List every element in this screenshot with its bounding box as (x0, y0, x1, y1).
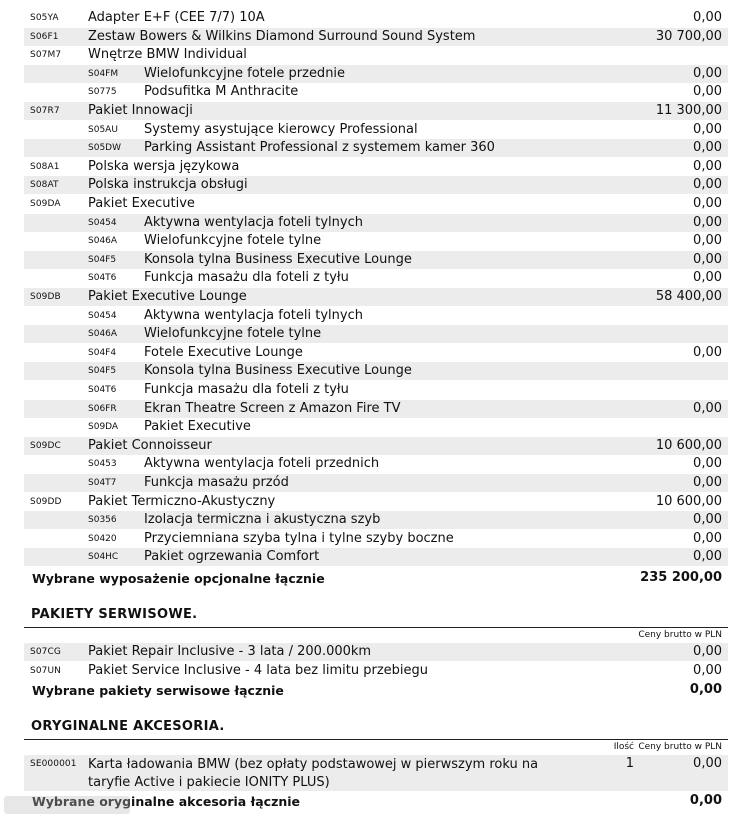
option-price: 0,00 (693, 84, 722, 100)
sub-option-row (24, 381, 728, 399)
option-description: Pakiet Executive (144, 419, 251, 435)
option-description: Pakiet Executive Lounge (88, 289, 247, 304)
accessories-section-title: ORYGINALNE AKCESORIA. (31, 719, 225, 734)
sub-option-row (24, 511, 728, 529)
option-code: S05DW (88, 143, 121, 154)
option-row (24, 9, 728, 27)
sub-option-row (24, 251, 728, 269)
option-price: 58 400,00 (655, 289, 722, 304)
option-code: S04T7 (88, 478, 117, 488)
option-description: Konsola tylna Business Executive Lounge (144, 251, 412, 267)
option-code: S04T6 (88, 273, 117, 284)
option-code: S07R7 (30, 106, 60, 116)
option-price: 0,00 (693, 196, 722, 211)
sub-option-row (24, 325, 728, 343)
option-row (24, 158, 728, 176)
option-description: Parking Assistant Professional z systemem kamer 360 (144, 140, 495, 156)
sub-option-row (24, 474, 728, 492)
option-code: S08A1 (30, 161, 60, 172)
options-total-value: 235 200,00 (640, 570, 722, 585)
option-description: Wielofunkcyjne fotele tylne (144, 326, 322, 342)
option-price: 0,00 (693, 456, 722, 472)
sub-option-row (24, 83, 728, 101)
option-description: Funkcja masażu przód (144, 475, 289, 490)
option-code: S0453 (88, 459, 117, 470)
option-row (24, 493, 728, 511)
option-price: 0,00 (693, 663, 722, 678)
sub-option-row (24, 400, 728, 418)
option-code: S04T6 (88, 385, 117, 395)
sub-option-row (24, 307, 728, 325)
option-description: Aktywna wentylacja foteli tylnych (144, 307, 363, 323)
option-description: Systemy asystujące kierowcy Professional (144, 121, 418, 137)
option-description: Polska instrukcja obsługi (88, 177, 248, 193)
watermark-logo (2, 792, 132, 818)
option-code: S05YA (30, 13, 59, 23)
option-price: 0,00 (693, 400, 722, 416)
option-code: S08AT (30, 180, 59, 191)
options-total-label: Wybrane wyposażenie opcjonalne łącznie (32, 571, 325, 586)
option-price: 0,00 (693, 270, 722, 286)
sub-option-row (24, 362, 728, 380)
option-code: S09DA (30, 199, 61, 209)
option-quantity: 1 (625, 756, 634, 771)
service-total-label: Wybrane pakiety serwisowe łącznie (32, 683, 284, 698)
option-description: Fotele Executive Lounge (144, 344, 303, 360)
option-price: 0,00 (693, 475, 722, 490)
option-description: Pakiet Repair Inclusive - 3 lata / 200.000km (88, 644, 372, 659)
service-price-header: Ceny brutto w PLN (638, 630, 722, 640)
option-code: S04F5 (88, 254, 117, 265)
option-price: 10 600,00 (655, 437, 722, 453)
accessories-total-value: 0,00 (689, 793, 722, 808)
option-description: Funkcja masażu dla foteli z tyłu (144, 270, 349, 286)
option-row (24, 437, 728, 455)
option-code: S06FR (88, 403, 117, 414)
sub-option-row (24, 548, 728, 566)
option-row (24, 46, 728, 64)
option-code: S09DC (30, 440, 61, 451)
option-price: 0,00 (693, 10, 722, 25)
option-description: Adapter E+F (CEE 7/7) 10A (88, 10, 265, 25)
option-price: 11 300,00 (655, 103, 722, 118)
option-description: Wielofunkcyjne fotele tylne (144, 233, 322, 249)
option-description: Pakiet ogrzewania Comfort (144, 549, 320, 565)
option-price: 0,00 (693, 644, 722, 659)
option-description: Wielofunkcyjne fotele przednie (144, 65, 346, 81)
option-code: S09DB (30, 292, 61, 302)
option-description: Konsola tylna Business Executive Lounge (144, 363, 412, 379)
option-row (24, 176, 728, 194)
option-code: S09DD (30, 496, 62, 507)
option-price: 0,00 (693, 756, 722, 771)
option-row (24, 102, 728, 120)
option-price: 0,00 (693, 177, 722, 193)
option-description: Pakiet Executive (88, 196, 195, 211)
accessories-divider (24, 739, 728, 740)
option-price: 0,00 (693, 140, 722, 156)
option-price: 0,00 (693, 549, 722, 565)
option-description: Podsufitka M Anthracite (144, 84, 299, 100)
option-code: S0420 (88, 533, 117, 544)
service-section-title: PAKIETY SERWISOWE. (31, 607, 198, 622)
table-row (24, 662, 728, 680)
option-code: S07UN (30, 666, 61, 676)
option-row (24, 195, 728, 213)
service-divider (24, 627, 728, 628)
option-code: S046A (88, 329, 118, 340)
option-code: S04F4 (88, 347, 117, 358)
option-price: 0,00 (693, 251, 722, 267)
option-price: 0,00 (693, 214, 722, 230)
service-total-row (24, 681, 728, 699)
service-total-value: 0,00 (689, 682, 722, 697)
option-description: Pakiet Connoisseur (88, 437, 212, 453)
option-code: S046A (88, 236, 118, 247)
option-code: S04HC (88, 552, 119, 563)
option-code: S0356 (88, 515, 117, 526)
option-row (24, 28, 728, 46)
sub-option-row (24, 121, 728, 139)
sub-option-row (24, 65, 728, 83)
sub-option-row (24, 214, 728, 232)
option-description: Wnętrze BMW Individual (88, 47, 247, 63)
option-code: S0454 (88, 310, 117, 321)
option-code: S0775 (88, 87, 117, 98)
sub-option-row (24, 232, 728, 250)
sub-option-row (24, 139, 728, 157)
option-price: 0,00 (693, 121, 722, 137)
option-price: 0,00 (693, 344, 722, 360)
option-code: SE000001 (30, 759, 77, 769)
sub-option-row (24, 530, 728, 548)
option-description: Pakiet Termiczno-Akustyczny (88, 493, 276, 509)
option-price: 0,00 (693, 512, 722, 528)
option-code: S04F5 (88, 366, 117, 377)
option-description: Pakiet Innowacji (88, 103, 193, 118)
option-price: 0,00 (693, 530, 722, 546)
option-code: S04FM (88, 68, 119, 79)
option-description: Zestaw Bowers & Wilkins Diamond Surround Sound System (88, 28, 476, 44)
option-price: 0,00 (693, 233, 722, 249)
accessories-price-header: Ceny brutto w PLN (638, 742, 722, 752)
option-code: S09DA (88, 422, 119, 433)
option-price: 30 700,00 (655, 28, 722, 44)
sub-option-row (24, 418, 728, 436)
option-code: S07M7 (30, 50, 62, 61)
table-row (24, 755, 728, 791)
table-row (24, 643, 728, 661)
option-description: Przyciemniana szyba tylna i tylne szyby boczne (144, 530, 454, 546)
option-row (24, 288, 728, 306)
option-description: Funkcja masażu dla foteli z tyłu (144, 382, 349, 397)
option-description: Izolacja termiczna i akustyczna szyb (144, 512, 381, 528)
option-price: 10 600,00 (655, 493, 722, 509)
sub-option-row (24, 455, 728, 473)
accessories-qty-header: Ilość (613, 742, 634, 752)
accessories-total-label: Wybrane oryginalne akcesoria łącznie (32, 794, 301, 809)
option-description: Ekran Theatre Screen z Amazon Fire TV (144, 400, 401, 416)
option-description: Pakiet Service Inclusive - 4 lata bez limitu przebiegu (88, 663, 428, 678)
option-code: S07CG (30, 647, 61, 657)
option-code: S05AU (88, 124, 118, 135)
option-price: 0,00 (693, 65, 722, 81)
option-code: S0454 (88, 217, 117, 228)
option-code: S06F1 (30, 31, 59, 42)
option-description: Karta ładowania BMW (bez opłaty podstawowej w pierwszym roku na taryfie Active i pakiecie IONITY PLUS) (88, 757, 539, 790)
option-description: Aktywna wentylacja foteli przednich (144, 456, 380, 472)
sub-option-row (24, 344, 728, 362)
option-price: 0,00 (693, 158, 722, 174)
option-description: Aktywna wentylacja foteli tylnych (144, 214, 363, 230)
options-total-row (24, 569, 728, 587)
option-description: Polska wersja językowa (88, 158, 240, 174)
sub-option-row (24, 269, 728, 287)
